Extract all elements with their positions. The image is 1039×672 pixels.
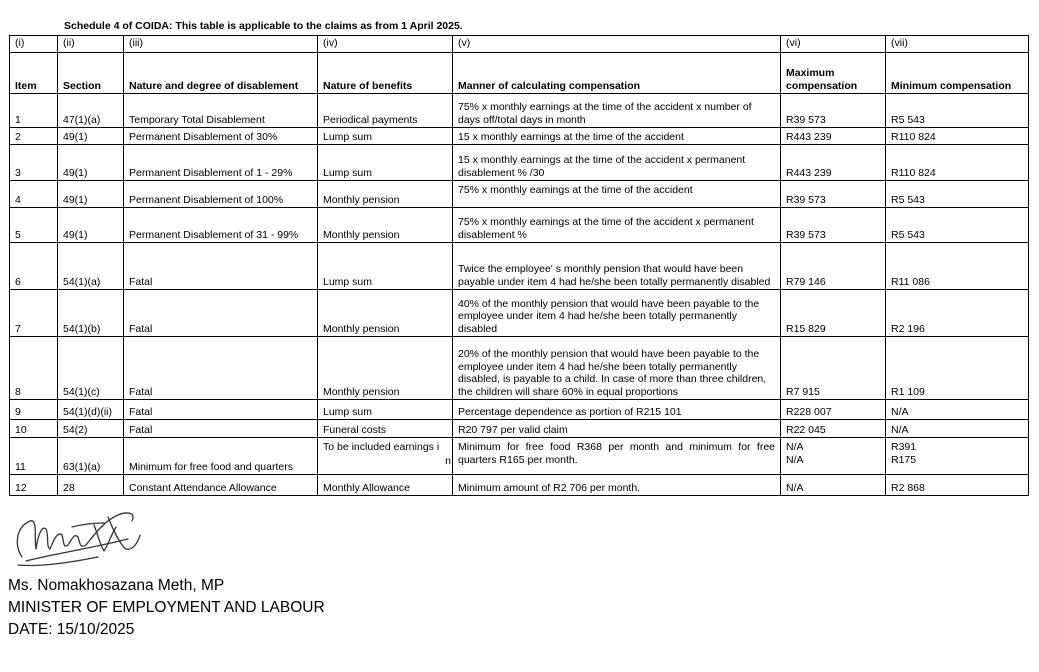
min-cell: R110 824 [886, 145, 1029, 181]
table-row [10, 337, 1029, 400]
section-cell: 54(1)(b) [58, 290, 124, 337]
max-cell: R39 573 [781, 94, 886, 128]
section-cell: 54(1)(a) [58, 243, 124, 290]
benefit-cell: Monthly pension [318, 337, 453, 400]
nature-cell: Minimum for free food and quarters [124, 438, 318, 475]
nature-cell: Permanent Disablement of 30% [124, 128, 318, 145]
manner-cell: 15 x monthly earnings at the time of the accident x permanent disablement % /30 [453, 145, 781, 181]
column-header: Section [58, 53, 124, 94]
max-cell: R228 007 [781, 400, 886, 420]
nature-cell: Fatal [124, 243, 318, 290]
column-header: Nature of benefits [318, 53, 453, 94]
nature-cell: Constant Attendance Allowance [124, 475, 318, 496]
nature-cell: Permanent Disablement of 1 - 29% [124, 145, 318, 181]
table-row [10, 243, 1029, 290]
manner-cell: Twice the employee' s monthly pension that would have been payable under item 4 had he/she been totally permanently disabled [453, 243, 781, 290]
section-cell: 54(1)(c) [58, 337, 124, 400]
min-cell: R11 086 [886, 243, 1029, 290]
section-cell: 47(1)(a) [58, 94, 124, 128]
max-cell: R443 239 [781, 128, 886, 145]
column-header: Manner of calculating compensation [453, 53, 781, 94]
column-header: Maximum compensation [781, 53, 886, 94]
table-row [10, 128, 1029, 145]
item-cell: 4 [10, 181, 58, 208]
column-number: (vi) [781, 36, 886, 53]
nature-cell: Temporary Total Disablement [124, 94, 318, 128]
nature-cell: Permanent Disablement of 31 - 99% [124, 208, 318, 243]
benefit-cell: Monthly Allowance [318, 475, 453, 496]
manner-cell: 15 x monthly earnings at the time of the accident [453, 128, 781, 145]
max-line: N/A [786, 453, 804, 466]
nature-cell: Fatal [124, 400, 318, 420]
table-row [10, 438, 1029, 475]
handwritten-signature [8, 505, 143, 573]
table-row [10, 475, 1029, 496]
column-header-row [10, 53, 1029, 94]
column-number: (vii) [886, 36, 1029, 53]
max-cell: N/A [781, 475, 886, 496]
nature-cell: Fatal [124, 337, 318, 400]
item-cell: 6 [10, 243, 58, 290]
item-cell: 1 [10, 94, 58, 128]
item-cell: 9 [10, 400, 58, 420]
item-cell: 7 [10, 290, 58, 337]
signatory-name: Ms. Nomakhosazana Meth, MP [8, 577, 225, 594]
signatory-block [8, 575, 325, 641]
section-cell: 49(1) [58, 128, 124, 145]
benefit-cell: Lump sum [318, 243, 453, 290]
min-cell: R2 868 [886, 475, 1029, 496]
benefit-overflow-text: n [445, 455, 451, 467]
manner-cell: Minimum amount of R2 706 per month. [453, 475, 781, 496]
benefit-cell: Periodical payments [318, 94, 453, 128]
min-cell: R5 543 [886, 181, 1029, 208]
section-cell: 49(1) [58, 181, 124, 208]
nature-cell: Fatal [124, 420, 318, 438]
section-cell: 49(1) [58, 145, 124, 181]
section-cell: 54(1)(d)(ii) [58, 400, 124, 420]
min-cell [886, 438, 1029, 475]
benefit-cell: Lump sum [318, 400, 453, 420]
section-cell: 28 [58, 475, 124, 496]
min-cell: N/A [886, 400, 1029, 420]
table-row [10, 208, 1029, 243]
manner-cell: 40% of the monthly pension that would have been payable to the employee under item 4 had he/she been totally permanently disabled [453, 290, 781, 337]
benefit-cell: Lump sum [318, 128, 453, 145]
min-cell: R5 543 [886, 94, 1029, 128]
section-cell: 54(2) [58, 420, 124, 438]
table-row [10, 400, 1029, 420]
section-cell: 49(1) [58, 208, 124, 243]
min-cell: R110 824 [886, 128, 1029, 145]
benefit-cell: Funeral costs [318, 420, 453, 438]
signatory-office: MINISTER OF EMPLOYMENT AND LABOUR [8, 599, 325, 616]
column-number: (iii) [124, 36, 318, 53]
item-cell: 10 [10, 420, 58, 438]
column-number: (i) [10, 36, 58, 53]
benefit-cell: Monthly pension [318, 208, 453, 243]
column-header: Nature and degree of disablement [124, 53, 318, 94]
max-cell: R39 573 [781, 208, 886, 243]
max-cell: R15 829 [781, 290, 886, 337]
section-cell: 63(1)(a) [58, 438, 124, 475]
column-number-row [10, 36, 1029, 53]
min-cell: R5 543 [886, 208, 1029, 243]
item-cell: 12 [10, 475, 58, 496]
benefit-cell: Monthly pension [318, 290, 453, 337]
table-row [10, 290, 1029, 337]
max-cell: R7 915 [781, 337, 886, 400]
manner-cell: 20% of the monthly pension that would have been payable to the employee under item 4 had he/she been totally permanently disabled, is payable to a child. In case of more than three children, the children will share 60% in equal proportions [453, 337, 781, 400]
table-row [10, 94, 1029, 128]
min-line: R175 [891, 453, 917, 466]
manner-cell: 75% x monthly eamings at the time of the accident [453, 181, 781, 208]
min-cell: R2 196 [886, 290, 1029, 337]
column-header: Minimum compensation [886, 53, 1029, 94]
item-cell: 5 [10, 208, 58, 243]
item-cell: 11 [10, 438, 58, 475]
max-cell: R39 573 [781, 181, 886, 208]
table-row [10, 420, 1029, 438]
compensation-table [9, 35, 1029, 496]
manner-cell: 75% x monthly eamings at the time of the accident x permanent disablement % [453, 208, 781, 243]
max-cell: R22 045 [781, 420, 886, 438]
table-row [10, 181, 1029, 208]
item-cell: 3 [10, 145, 58, 181]
manner-cell: 75% x monthly earnings at the time of the accident x number of days off/total days in month [453, 94, 781, 128]
manner-cell: Percentage dependence as portion of R215 101 [453, 400, 781, 420]
manner-cell: Minimum for free food R368 per month and minimum for free quarters R165 per month. [453, 438, 781, 475]
column-number: (iv) [318, 36, 453, 53]
min-cell: R1 109 [886, 337, 1029, 400]
nature-cell: Permanent Disablement of 100% [124, 181, 318, 208]
min-line: R391 [891, 441, 917, 453]
max-line: N/A [786, 441, 804, 453]
min-cell: N/A [886, 420, 1029, 438]
benefit-cell: Monthly pension [318, 181, 453, 208]
column-header: Item [10, 53, 58, 94]
benefit-cell [318, 438, 453, 475]
nature-cell: Fatal [124, 290, 318, 337]
schedule-title: Schedule 4 of COIDA: This table is applicable to the claims as from 1 April 2025. [64, 20, 463, 32]
signatory-date: DATE: 15/10/2025 [8, 621, 135, 638]
benefit-text: To be included earnings i [323, 441, 440, 453]
column-number: (v) [453, 36, 781, 53]
column-number: (ii) [58, 36, 124, 53]
max-cell [781, 438, 886, 475]
item-cell: 8 [10, 337, 58, 400]
max-cell: R79 146 [781, 243, 886, 290]
table-row [10, 145, 1029, 181]
max-cell: R443 239 [781, 145, 886, 181]
benefit-cell: Lump sum [318, 145, 453, 181]
item-cell: 2 [10, 128, 58, 145]
manner-cell: R20 797 per valid claim [453, 420, 781, 438]
